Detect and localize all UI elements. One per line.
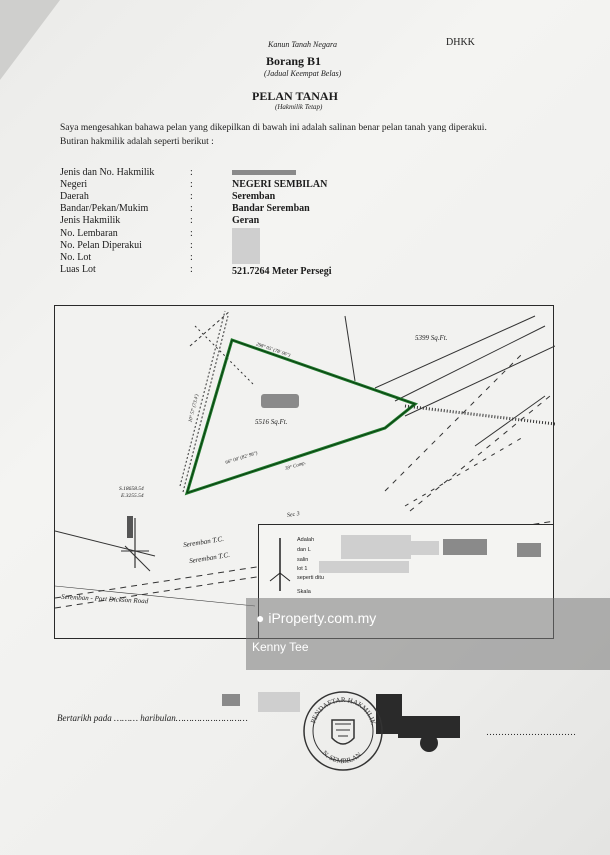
redaction-date bbox=[258, 692, 300, 712]
redaction-cert bbox=[399, 541, 439, 555]
field-label: Negeri bbox=[60, 179, 88, 190]
page-subtitle: (Hakmilik Tetap) bbox=[275, 103, 323, 111]
watermark-band bbox=[246, 598, 610, 670]
dated-line: Bertarikh pada ……… haribulan……………………… bbox=[57, 713, 248, 723]
redaction-cert bbox=[319, 561, 409, 573]
field-value-district: Seremban bbox=[232, 191, 276, 202]
coordinate-north: S.18658.54 bbox=[119, 486, 144, 492]
watermark-brand bbox=[256, 610, 376, 626]
details-heading: Butiran hakmilik adalah seperti berikut : bbox=[60, 137, 214, 147]
redaction-cert bbox=[443, 539, 487, 555]
registrar-seal bbox=[302, 690, 384, 772]
redaction-sheet-plan-lot bbox=[232, 228, 260, 264]
field-colon: : bbox=[190, 215, 193, 226]
field-colon: : bbox=[190, 252, 193, 263]
form-schedule: (Jadual Keempat Belas) bbox=[264, 69, 342, 78]
seal-text-top: PENDAFTAR HAKMILIK bbox=[309, 695, 378, 726]
redaction-title-no bbox=[232, 170, 296, 175]
location-pin-icon: ● bbox=[256, 610, 265, 626]
road-label-3: Seremban - Port Dickson Road bbox=[60, 592, 149, 606]
section-label: Sec 3 bbox=[286, 511, 301, 519]
field-label: Daerah bbox=[60, 191, 89, 202]
field-label: No. Lembaran bbox=[60, 228, 118, 239]
bearing-top: 298° 05' (78' 06") bbox=[255, 342, 291, 359]
field-value-lot-area: 521.7264 Meter Persegi bbox=[232, 266, 332, 277]
field-label: No. Lot bbox=[60, 252, 92, 263]
cert-line: seperti ditu bbox=[297, 575, 324, 581]
redaction-date bbox=[222, 694, 240, 706]
field-value-town: Bandar Seremban bbox=[232, 203, 310, 214]
folded-corner bbox=[0, 0, 60, 80]
cert-line: lot 1 bbox=[297, 566, 308, 572]
form-code: DHKK bbox=[446, 37, 475, 48]
field-value-title-type: Geran bbox=[232, 215, 260, 226]
field-colon: : bbox=[190, 179, 193, 190]
field-label: No. Pelan Diperakui bbox=[60, 240, 142, 251]
cert-line: Adalah bbox=[297, 537, 315, 543]
signature-dots: ………………………… bbox=[486, 727, 576, 737]
form-title: Borang B1 bbox=[266, 54, 322, 68]
field-colon: : bbox=[190, 203, 193, 214]
act-name: Kanun Tanah Negara bbox=[268, 40, 338, 49]
bearing-left: 10° 57' (73.4') bbox=[188, 393, 201, 424]
certification-statement: Saya mengesahkan bahawa pelan yang dikepilkan di bawah ini adalah salinan benar pelan tanah yang diperakui. bbox=[60, 123, 487, 133]
redaction-signature bbox=[420, 734, 438, 752]
lot-boundary bbox=[187, 340, 415, 493]
field-colon: : bbox=[190, 228, 193, 239]
field-colon: : bbox=[190, 191, 193, 202]
field-label: Bandar/Pekan/Mukim bbox=[60, 203, 149, 214]
watermark-owner: Kenny Tee bbox=[252, 640, 309, 654]
north-arrow-icon bbox=[265, 533, 295, 593]
page-title: PELAN TANAH bbox=[252, 89, 338, 103]
scale-label: Skala bbox=[297, 589, 311, 595]
bearing-bottom: 66° 00' (82' 98") bbox=[224, 451, 259, 466]
field-colon: : bbox=[190, 264, 193, 275]
redaction-cert bbox=[517, 543, 541, 557]
redaction-lot-number bbox=[261, 394, 299, 408]
road-label-1: Seremban T.C. bbox=[182, 534, 225, 550]
field-colon: : bbox=[190, 167, 193, 178]
area-main: 5516 Sq.Ft. bbox=[255, 418, 288, 426]
area-right: 5399 Sq.Ft. bbox=[415, 334, 448, 342]
field-label: Jenis Hakmilik bbox=[60, 215, 121, 226]
field-value-state: NEGERI SEMBILAN bbox=[232, 179, 328, 190]
line-note: 39° Comp. bbox=[284, 460, 307, 473]
watermark-brand-text: iProperty.com.my bbox=[268, 610, 377, 626]
coordinate-east: E.3255.54 bbox=[121, 493, 144, 499]
field-colon: : bbox=[190, 240, 193, 251]
field-label: Luas Lot bbox=[60, 264, 96, 275]
field-label: Jenis dan No. Hakmilik bbox=[60, 167, 155, 178]
cert-line: salin bbox=[297, 557, 309, 563]
road-label-2: Seremban T.C. bbox=[188, 550, 231, 566]
cert-line: dan L bbox=[297, 547, 311, 553]
seal-text-bottom: N. SEMBILAN bbox=[320, 749, 364, 766]
